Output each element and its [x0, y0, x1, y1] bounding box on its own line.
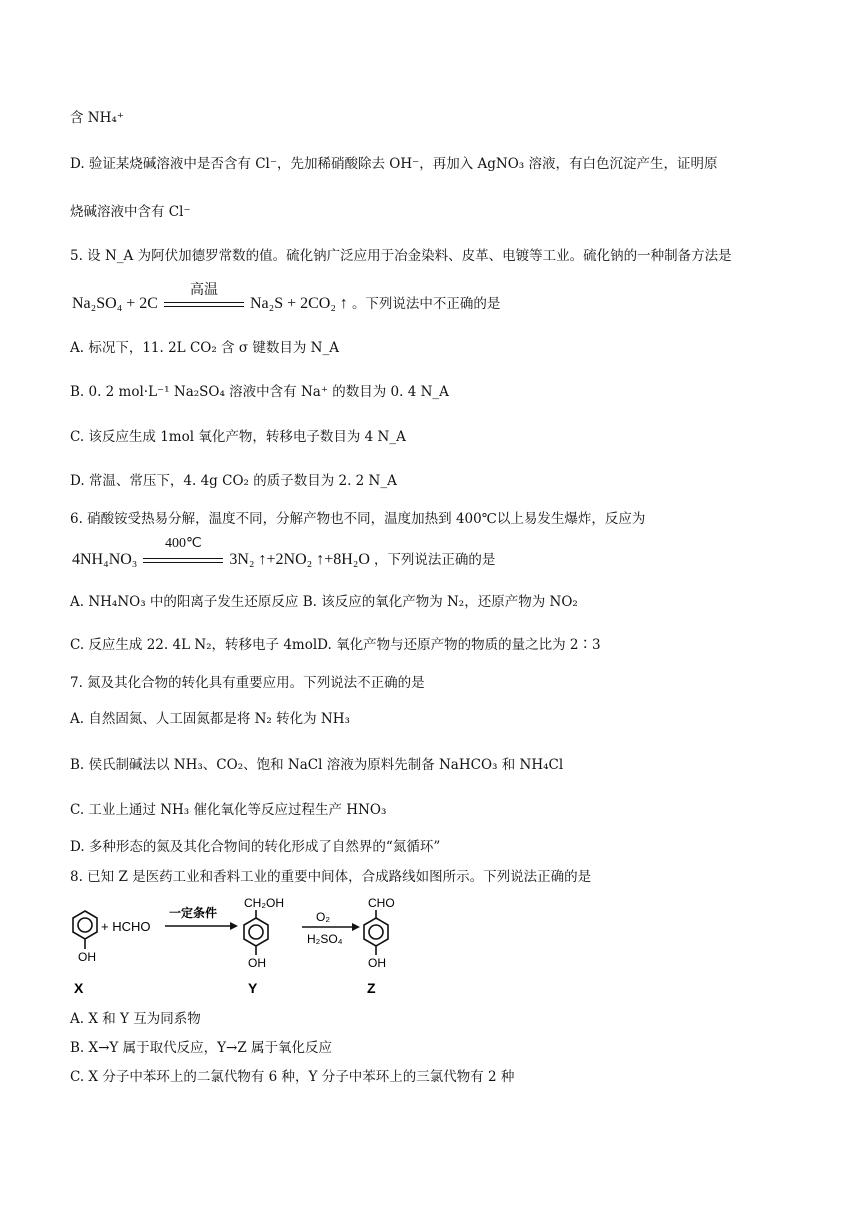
y-oh-label: OH [248, 956, 266, 970]
q4-option-c-end: 含 NH₄⁺ [70, 110, 124, 126]
q7-option-b: B. 侯氏制碱法以 NH₃、CO₂、饱和 NaCl 溶液为原料先制备 NaHCO₃ 和 NH₄Cl [70, 757, 564, 773]
condition-1: 一定条件 [169, 906, 218, 920]
q7-option-a: A. 自然固氮、人工固氮都是将 N₂ 转化为 NH₃ [70, 711, 350, 727]
q5-option-c: C. 该反应生成 1mol 氧化产物，转移电子数目为 4 N_A [70, 429, 406, 445]
x-oh-label: OH [78, 950, 96, 964]
q7-option-c: C. 工业上通过 NH₃ 催化氧化等反应过程生产 HNO₃ [70, 802, 387, 818]
y-label: Y [248, 980, 258, 996]
q6-eq-tail: ，下列说法正确的是 [373, 552, 496, 568]
q5-eq-tail: 。下列说法中不正确的是 [351, 296, 501, 312]
plus-hcho: + HCHO [101, 919, 151, 934]
q5-stem: 5. 设 N_A 为阿伏加德罗常数的值。硫化钠广泛应用于冶金染料、皮革、电镀等工业。硫化钠的一种制备方法是 [70, 248, 732, 264]
q8-option-a: A. X 和 Y 互为同系物 [70, 1011, 201, 1027]
q5-option-a: A. 标况下，11. 2L CO₂ 含 σ 键数目为 N_A [70, 340, 339, 356]
q7-stem: 7. 氮及其化合物的转化具有重要应用。下列说法不正确的是 [70, 675, 425, 691]
q6-eq-left: 4NH₄NO₃ [72, 551, 138, 568]
q5-eq-right: Na₂S + 2CO₂ ↑ [249, 295, 348, 312]
q5-option-b: B. 0. 2 mol·L⁻¹ Na₂SO₄ 溶液中含有 Na⁺ 的数目为 0. 4 N_A [70, 384, 449, 400]
q8-stem: 8. 已知 Z 是医药工业和香料工业的重要中间体，合成路线如图所示。下列说法正确的是 [70, 869, 592, 885]
synthesis-route-diagram [70, 893, 410, 999]
q5-option-d: D. 常温、常压下，4. 4g CO₂ 的质子数目为 2. 2 N_A [70, 473, 397, 489]
q5-eq-left: Na₂SO₄ + 2C [72, 295, 158, 312]
q6-options-cd: C. 反应生成 22. 4L N₂，转移电子 4molD. 氧化产物与还原产物的物质的量之比为 2∶3 [70, 637, 601, 653]
q6-eq-condition: 400℃ [165, 536, 202, 552]
q6-eq-right: 3N₂ ↑+2NO₂ ↑+8H₂O [229, 551, 370, 568]
q7-option-d: D. 多种形态的氮及其化合物间的转化形成了自然界的“氮循环” [70, 839, 441, 855]
q6-options-ab: A. NH₄NO₃ 中的阳离子发生还原反应 B. 该反应的氧化产物为 N₂，还原产物为 NO₂ [70, 594, 578, 610]
q6-eq-arrow [143, 536, 223, 567]
q5-equation [72, 283, 501, 313]
molecule-y [244, 910, 268, 955]
q8-option-c: C. X 分子中苯环上的二氯代物有 6 种，Y 分子中苯环上的三氯代物有 2 种 [70, 1069, 515, 1085]
q5-eq-arrow [164, 283, 244, 311]
reagent-o2: O₂ [316, 910, 330, 924]
q8-option-b: B. X→Y 属于取代反应，Y→Z 属于氧化反应 [70, 1040, 333, 1056]
q6-stem: 6. 硝酸铵受热易分解，温度不同，分解产物也不同，温度加热到 400℃以上易发生爆炸，反应为 [70, 511, 646, 527]
arrow-1-head [230, 922, 238, 930]
q6-equation [72, 536, 496, 569]
z-label: Z [367, 980, 376, 996]
molecule-z [364, 910, 388, 955]
q4-option-d-line1: D. 验证某烧碱溶液中是否含有 Cl⁻，先加稀硝酸除去 OH⁻，再加入 AgNO₃ 溶液，有白色沉淀产生，证明原 [70, 156, 718, 172]
q5-eq-condition: 高温 [189, 283, 218, 299]
z-cho-label: CHO [368, 896, 395, 910]
z-oh-label: OH [368, 956, 386, 970]
x-label: X [74, 980, 84, 996]
y-ch2oh-label: CH₂OH [244, 896, 284, 910]
reagent-h2so4: H₂SO₄ [307, 932, 343, 946]
q4-option-d-line2: 烧碱溶液中含有 Cl⁻ [70, 204, 191, 220]
molecule-x [73, 911, 97, 949]
arrow-2-head [352, 923, 360, 931]
